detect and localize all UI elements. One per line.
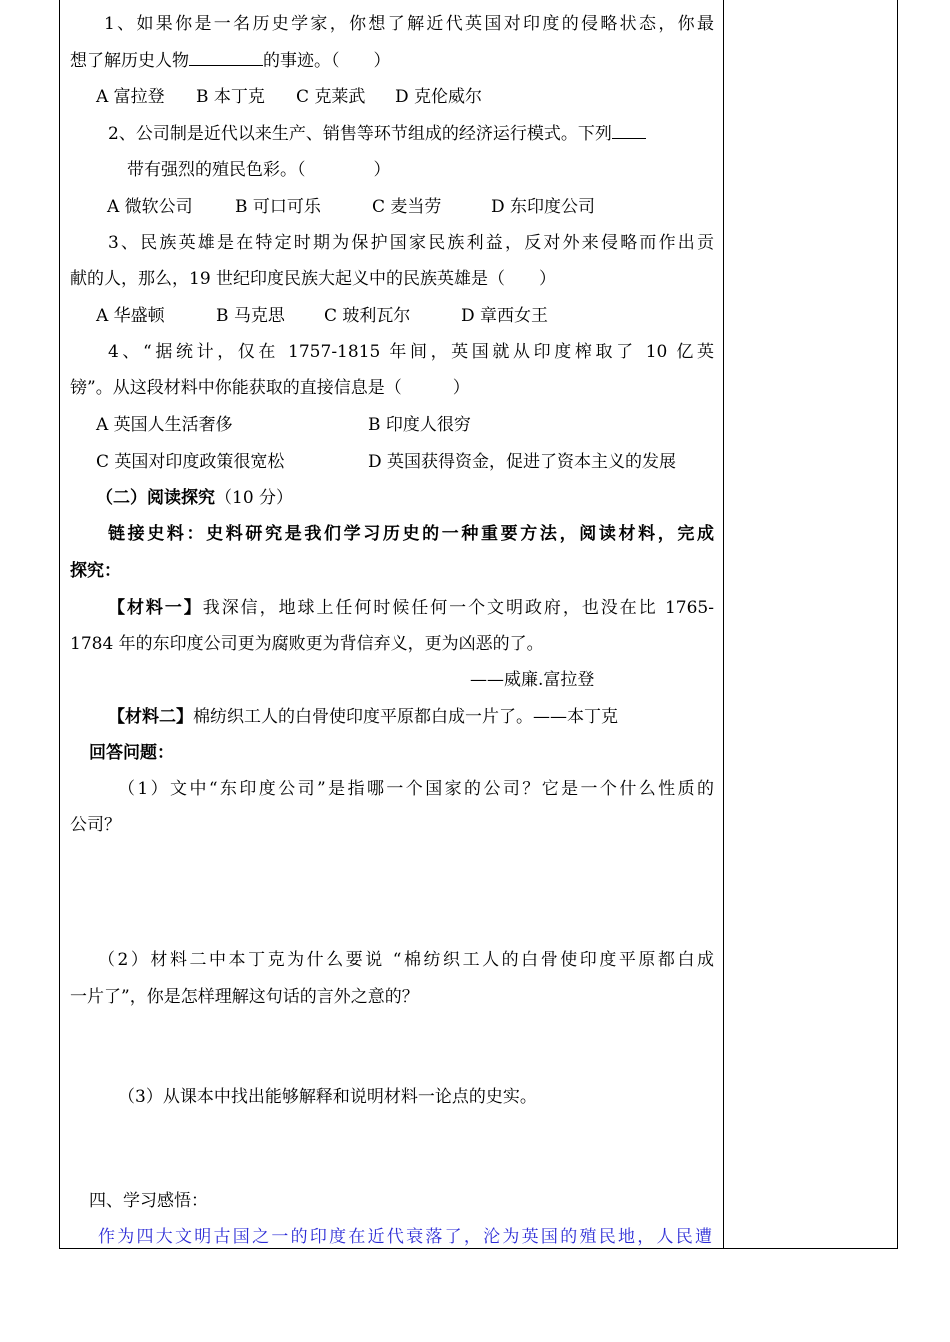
reading-intro-line1: 链接史料：史料研究是我们学习历史的一种重要方法，阅读材料，完成 (108, 524, 714, 544)
q2-line2: 带有强烈的殖民色彩。（ ） (127, 160, 391, 180)
q3-option-b: B 马克思 (216, 306, 285, 326)
material2-text: 棉纺织工人的白骨使印度平原都白成一片了。——本丁克 (193, 707, 618, 727)
q1-option-d: D 克伦威尔 (395, 87, 483, 107)
material2 (108, 705, 618, 729)
question3-line1: （3）从课本中找出能够解释和说明材料一论点的史实。 (118, 1087, 537, 1107)
q3-option-a: A 华盛顿 (96, 306, 165, 326)
reflection-heading: 四、学习感悟： (89, 1191, 208, 1211)
q1-line2-pre: 想了解历史人物 (70, 51, 189, 71)
table-frame (59, 0, 898, 1249)
q1-option-c: C 克莱武 (296, 87, 366, 107)
column-divider (723, 0, 724, 1249)
q2-option-d: D 东印度公司 (491, 197, 596, 217)
material1-line1 (108, 596, 714, 620)
reading-intro-line2: 探究： (70, 561, 121, 581)
reading-heading-title: （二）阅读探究 (96, 488, 215, 508)
reflection-text: 作为四大文明古国之一的印度在近代衰落了，沦为英国的殖民地，人民遭 (98, 1227, 712, 1247)
question1-line2: 公司？ (70, 815, 121, 835)
q1-blank (189, 49, 263, 66)
q4-line2: 镑”。从这段材料中你能获取的直接信息是（ ） (70, 378, 470, 398)
q1-line1: 1、如果你是一名历史学家，你想了解近代英国对印度的侵略状态，你最 (104, 14, 714, 34)
q1-line2 (70, 49, 391, 73)
question2-line1: （2）材料二中本丁克为什么要说 “棉纺织工人的白骨使印度平原都白成 (98, 950, 714, 970)
q2-option-a: A 微软公司 (107, 197, 193, 217)
q2-option-b: B 可口可乐 (235, 197, 321, 217)
q3-option-d: D 章西女王 (461, 306, 549, 326)
q4-option-d: D 英国获得资金，促进了资本主义的发展 (368, 452, 677, 472)
reading-heading (96, 486, 293, 510)
q2-line1-text: 2、公司制是近代以来生产、销售等环节组成的经济运行模式。下列 (108, 124, 612, 144)
material1-text: 我深信，地球上任何时候任何一个文明政府，也没在比 1765- (202, 598, 714, 618)
q4-option-b: B 印度人很穷 (368, 415, 471, 435)
material1-line2: 1784 年的东印度公司更为腐败更为背信弃义，更为凶恶的了。 (70, 634, 544, 654)
material1-source: ——威廉.富拉登 (470, 670, 595, 690)
q3-line1: 3、民族英雄是在特定时期为保护国家民族利益，反对外来侵略而作出贡 (108, 233, 714, 253)
material2-label: 【材料二】 (108, 707, 193, 727)
q1-option-b: B 本丁克 (196, 87, 265, 107)
reading-heading-score: （10 分） (215, 488, 294, 508)
question2-line2: 一片了”，你是怎样理解这句话的言外之意的？ (70, 987, 419, 1007)
q2-blank (612, 122, 646, 139)
answer-heading: 回答问题： (89, 743, 174, 763)
q4-option-a: A 英国人生活奢侈 (96, 415, 233, 435)
q3-line2: 献的人，那么，19 世纪印度民族大起义中的民族英雄是（ ） (70, 269, 557, 289)
q2-line1 (108, 122, 646, 146)
q4-line1: 4、“据统计，仅在 1757-1815 年间，英国就从印度榨取了 10 亿英 (108, 342, 714, 362)
material1-label: 【材料一】 (108, 598, 203, 618)
q4-option-c: C 英国对印度政策很宽松 (96, 452, 285, 472)
question1-line1: （1）文中“东印度公司”是指哪一个国家的公司？它是一个什么性质的 (118, 779, 714, 799)
q1-option-a: A 富拉登 (96, 87, 165, 107)
q1-line2-post: 的事迹。（ ） (263, 51, 391, 71)
q3-option-c: C 玻利瓦尔 (324, 306, 411, 326)
q2-option-c: C 麦当劳 (372, 197, 442, 217)
